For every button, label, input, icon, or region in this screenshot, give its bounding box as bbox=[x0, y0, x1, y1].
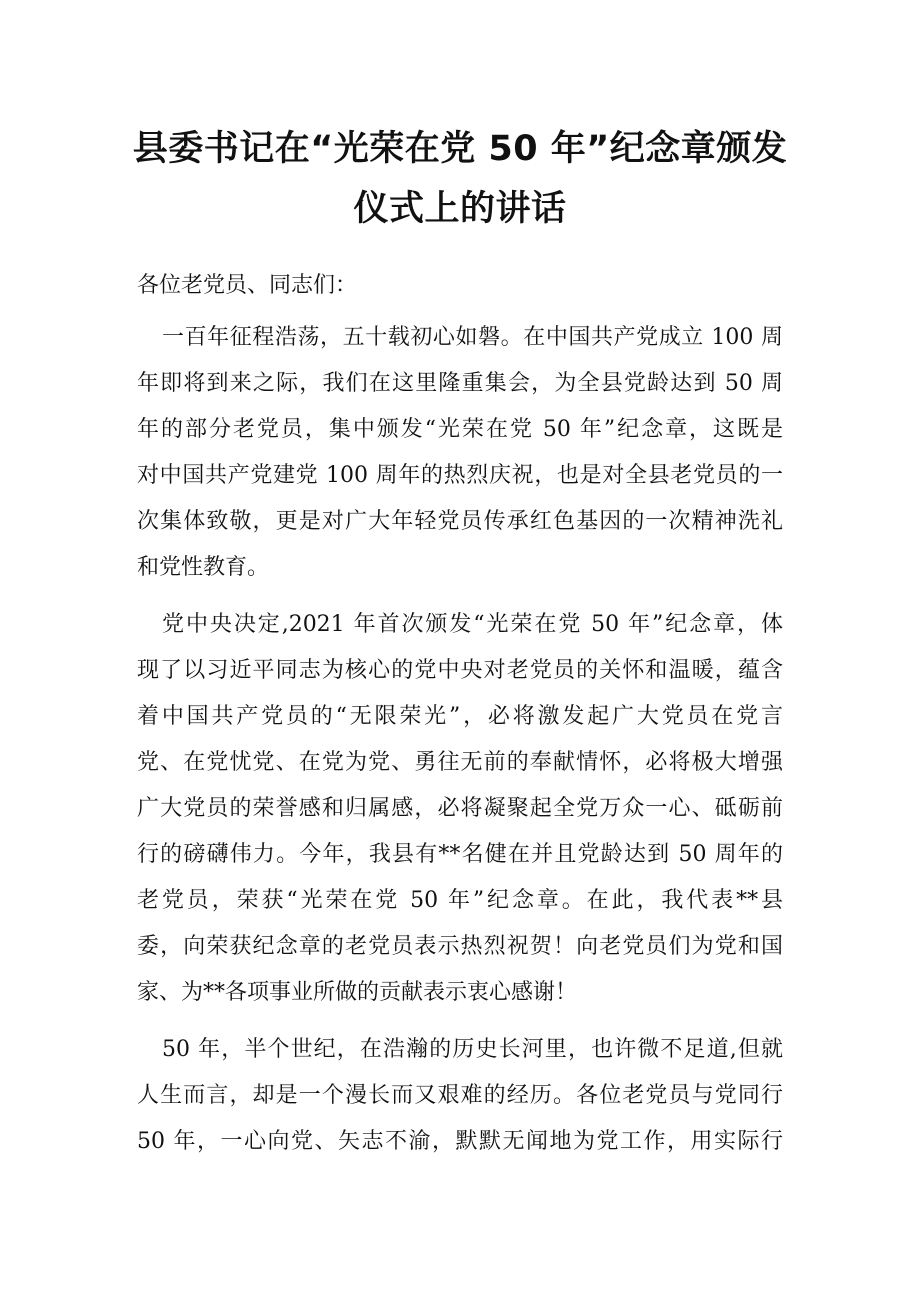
paragraph-2-line-5: 广大党员的荣誉感和归属感，必将凝聚起全党万众一心、砥砺前 bbox=[137, 796, 783, 821]
paragraph-2-line-8: 委，向荣获纪念章的老党员表示热烈祝贺！向老党员们为党和国 bbox=[137, 934, 783, 959]
paragraph-2-line-9: 家、为**各项事业所做的贡献表示衷心感谢！ bbox=[137, 980, 578, 1005]
paragraph-3-line-3: 50 年，一心向党、矢志不渝，默默无闻地为党工作，用实际行 bbox=[137, 1129, 783, 1154]
document-title-line-2: 仪式上的讲话 bbox=[353, 189, 567, 229]
paragraph-1-line-2: 年即将到来之际，我们在这里隆重集会，为全县党龄达到 50 周 bbox=[137, 371, 783, 396]
paragraph-3-line-1: 50 年，半个世纪，在浩瀚的历史长河里，也许微不足道,但就 bbox=[162, 1037, 783, 1062]
document-title-line-1: 县委书记在“光荣在党 50 年”纪念章颁发 bbox=[132, 129, 788, 169]
paragraph-2-line-4: 党、在党忧党、在党为党、勇往无前的奉献情怀，必将极大增强 bbox=[137, 750, 783, 775]
paragraph-1-line-1: 一百年征程浩荡，五十载初心如磐。在中国共产党成立 100 周 bbox=[162, 325, 783, 350]
salutation: 各位老党员、同志们： bbox=[137, 273, 358, 298]
paragraph-1-line-5: 次集体致敬，更是对广大年轻党员传承红色基因的一次精神洗礼 bbox=[137, 509, 783, 534]
paragraph-1-line-6: 和党性教育。 bbox=[137, 555, 270, 580]
paragraph-2-line-1: 党中央决定,2021 年首次颁发“光荣在党 50 年”纪念章，体 bbox=[162, 612, 783, 637]
paragraph-2-line-3: 着中国共产党员的“无限荣光”，必将激发起广大党员在党言 bbox=[137, 704, 783, 729]
paragraph-1-line-4: 对中国共产党建党 100 周年的热烈庆祝，也是对全县老党员的一 bbox=[137, 463, 783, 488]
paragraph-2-line-2: 现了以习近平同志为核心的党中央对老党员的关怀和温暖，蕴含 bbox=[137, 658, 783, 683]
paragraph-1-line-3: 年的部分老党员，集中颁发“光荣在党 50 年”纪念章，这既是 bbox=[137, 417, 783, 442]
paragraph-3-line-2: 人生而言，却是一个漫长而又艰难的经历。各位老党员与党同行 bbox=[137, 1083, 783, 1108]
paragraph-2-line-7: 老党员，荣获“光荣在党 50 年”纪念章。在此，我代表**县 bbox=[137, 888, 783, 913]
paragraph-2-line-6: 行的磅礴伟力。今年，我县有**名健在并且党龄达到 50 周年的 bbox=[137, 842, 783, 867]
